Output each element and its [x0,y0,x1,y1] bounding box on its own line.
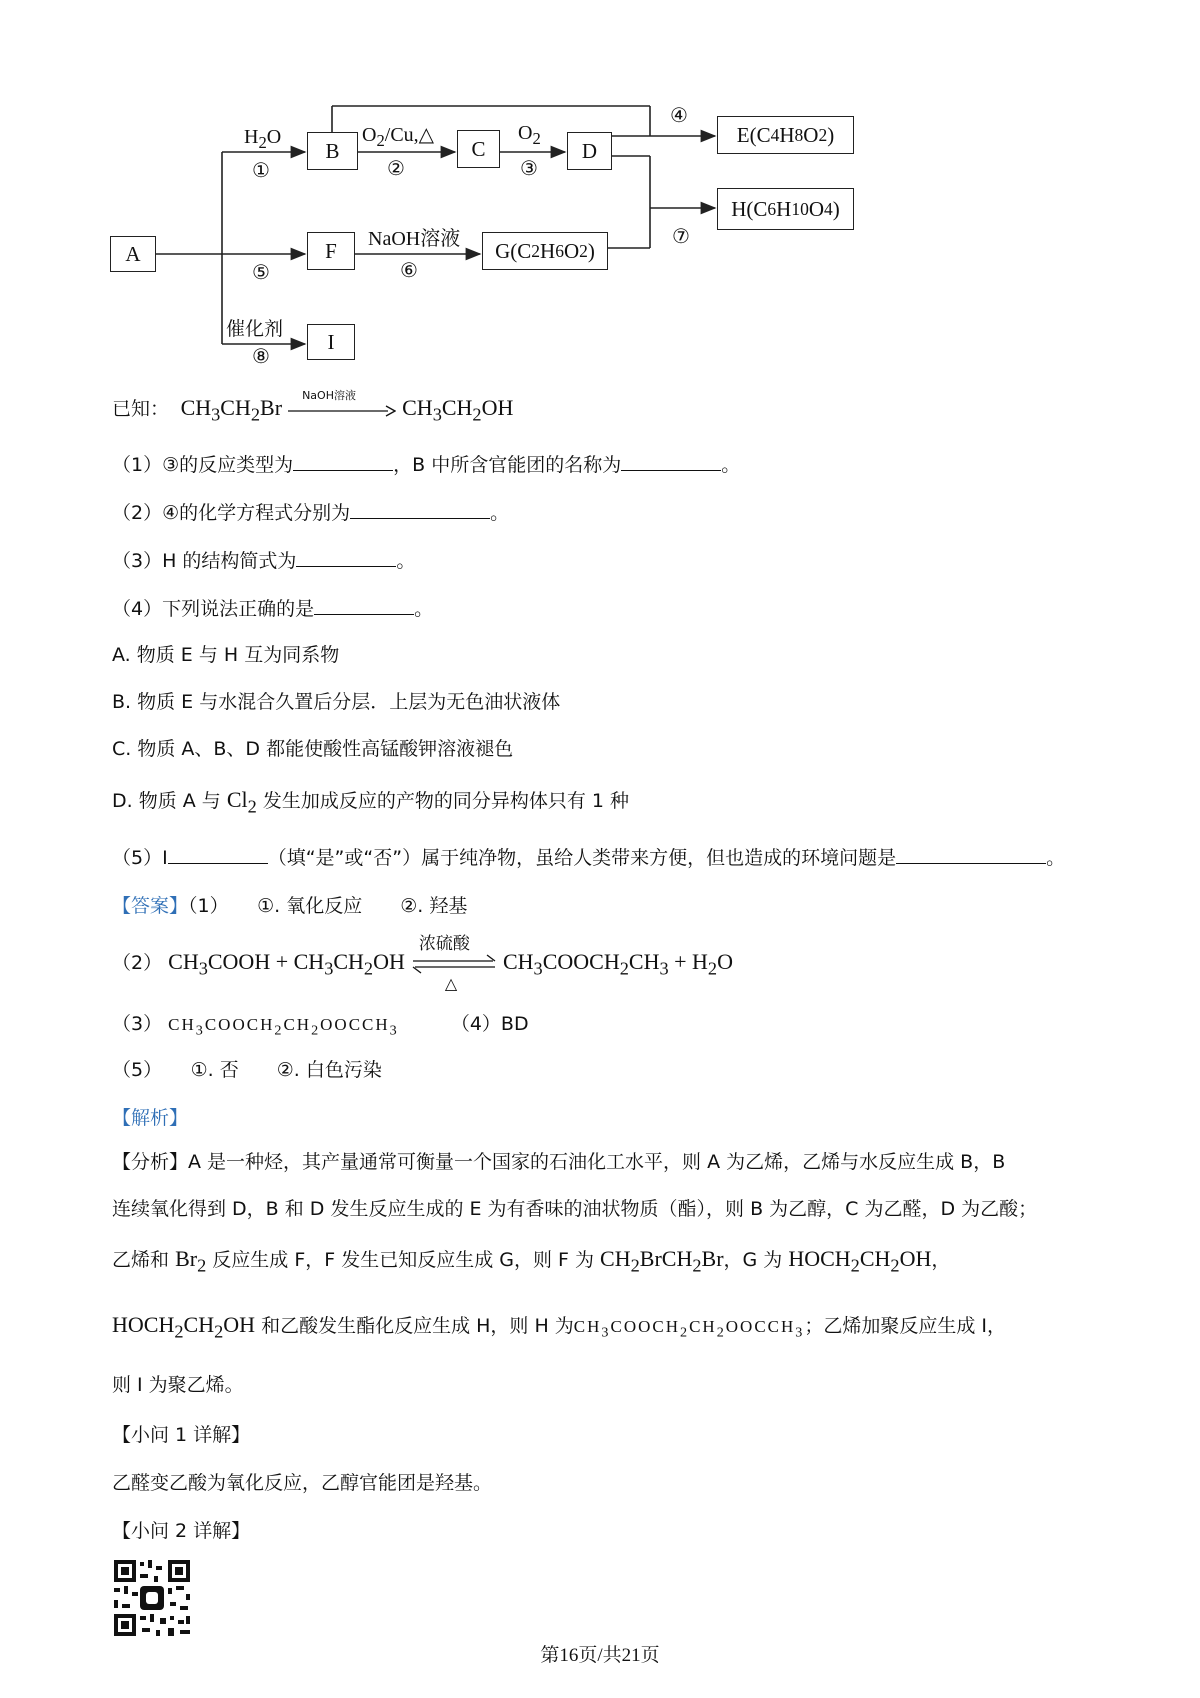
answer-tag: 【答案】 [112,895,189,917]
step-2-number: ② [387,158,405,180]
analysis-para-1: 【分析】A 是一种烃，其产量通常可衡量一个国家的石油化工水平，则 A 为乙烯，乙烯与水反应生成 B，B [112,1151,1006,1173]
q2-text-b: 。 [490,502,510,524]
reversible-arrow [411,933,497,993]
p3-text-a: 乙烯和 [112,1249,170,1271]
step-1-number: ① [252,160,270,182]
box-I: I [307,324,355,360]
q2-blank [350,498,490,519]
known-reactant: $CH_3CH_2Br$ [175,395,283,425]
step-5-number: ⑤ [252,262,270,284]
option-C: C. 物质 A、B、D 都能使酸性高锰酸钾溶液褪色 [112,738,514,760]
p4-text-a: 和乙酸发生酯化反应生成 H，则 H 为 [261,1315,574,1337]
reaction-flow-diagram [0,0,1200,380]
optD-text-a: D. 物质 A 与 [112,790,221,812]
answer-3-4 [112,1010,529,1044]
question-5 [112,843,1065,872]
box-G: G(C 2 H 6 O 2 ) [482,232,608,270]
answer-3-prefix: （3） [112,1013,163,1035]
q4-text-a: （4）下列说法正确的是 [112,598,315,620]
option-B: B. 物质 E 与水混合久置后分层．上层为无色油状液体 [112,691,561,713]
q3-blank [296,546,396,567]
answer-3-formula: $CH_3COOCH_2CH_2OOCCH_3$ [168,1015,399,1039]
reagent-3: $O_2$ [518,122,541,148]
p3-f-formula: $CH_2BrCH_2Br$ [600,1246,724,1276]
question-2 [112,498,509,527]
p3-text-b: 反应生成 F，F 发生已知反应生成 G，则 F 为 [212,1249,594,1271]
p4-g-formula: $HOCH_2CH_2OH$ [112,1312,256,1342]
sub-question-1-header: 【小问 1 详解】 [112,1424,251,1446]
analysis-para-2: 连续氧化得到 D，B 和 D 发生反应生成的 E 为有香味的油状物质（酯），则 B 为乙醇，C 为乙醛，D 为乙酸； [112,1198,1038,1220]
known-reaction [112,388,514,428]
analysis-tag: 【解析】 [112,1107,189,1129]
question-4 [112,594,433,623]
question-3 [112,546,415,575]
q1-text-b: ，B 中所含官能团的名称为 [393,454,622,476]
step-4-number: ④ [670,105,688,127]
q4-blank [314,594,414,615]
p3-text-d: ， [931,1249,951,1271]
sub-question-2-header: 【小问 2 详解】 [112,1520,251,1542]
answer-2 [112,933,733,993]
analysis-para-5: 则 I 为聚乙烯。 [112,1374,244,1396]
box-F: F [307,232,355,270]
sub-question-1-text: 乙醛变乙酸为氧化反应，乙醇官能团是羟基。 [112,1472,493,1494]
answer-2-right: $CH_3COOCH_2CH_3 + H_2O$ [502,949,733,979]
step-3-number: ③ [520,158,538,180]
q2-text-a: （2）④的化学方程式分别为 [112,502,351,524]
q1-blank-1 [293,450,393,471]
box-H: H(C 6 H 10 O 4 ) [717,188,854,230]
diagram-connectors [0,0,1200,380]
q1-blank-2 [621,450,721,471]
p3-text-c: ，G 为 [723,1249,783,1271]
optD-chlorine: $Cl_2$ [226,787,257,817]
p4-text-b: ；乙烯加聚反应生成 I， [804,1315,1007,1337]
question-1 [112,450,740,479]
optD-text-b: 发生加成反应的产物的同分异构体只有 1 种 [262,790,630,812]
analysis-para-3 [112,1236,1097,1288]
qr-code-icon [110,1556,194,1640]
q5-text-a: （5）I [112,847,168,869]
box-C: C [457,130,500,168]
known-product: $CH_3CH_2OH$ [402,395,514,425]
step-8-number: ⑧ [252,346,270,368]
q5-text-c: 。 [1046,847,1066,869]
reagent-2: $O_2/Cu,\triangle$ [362,124,435,150]
analysis-para-4 [112,1302,1097,1355]
known-condition: NaOH溶液 [302,388,356,402]
reagent-8: 催化剂 [226,318,284,340]
reaction-arrow-icon [288,402,396,422]
page-footer: 第16页/共21页 [540,1645,660,1666]
p3-g-formula: $HOCH_2CH_2OH$ [788,1246,932,1276]
answer-1 [112,892,467,920]
q1-text-c: 。 [721,454,741,476]
step-6-number: ⑥ [400,260,418,282]
p3-br2: $Br_2$ [175,1246,207,1276]
answer-2-condition-top: 浓硫酸 [418,933,470,954]
reagent-6: NaOH溶液 [368,226,461,250]
q5-blank-2 [896,843,1046,864]
q5-blank-1 [168,843,268,864]
box-E: E(C 4 H 8 O 2 ) [717,116,854,154]
answer-5: （5） ①. 否 ②. 白色污染 [112,1059,382,1081]
q4-text-b: 。 [414,598,434,620]
option-D [112,786,629,820]
answer-2-left: $CH_3COOH + CH_3CH_2OH$ [168,949,405,979]
option-A: A. 物质 E 与 H 互为同系物 [112,644,340,666]
answer-4-text: （4）BD [450,1013,529,1035]
q1-text-a: （1）③的反应类型为 [112,454,294,476]
answer-2-prefix: （2） [112,952,163,974]
reagent-1: $H_2O$ [244,126,282,152]
known-prefix: 已知： [112,398,170,420]
p4-h-formula: $CH_3COOCH_2CH_2OOCCH_3$ [573,1317,805,1341]
known-arrow [288,388,396,420]
answer-2-condition-bottom: △ [444,973,458,993]
q5-text-b: （填“是”或“否”）属于纯净物，虽给人类带来方便，但也造成的环境问题是 [267,847,897,869]
box-B: B [307,132,358,170]
box-A: A [110,236,156,272]
answer-1-text: （1） ①. 氧化反应 ②. 羟基 [188,895,468,917]
box-D: D [567,132,612,170]
q3-text-a: （3）H 的结构简式为 [112,550,297,572]
step-7-number: ⑦ [672,226,690,248]
q3-text-b: 。 [396,550,416,572]
